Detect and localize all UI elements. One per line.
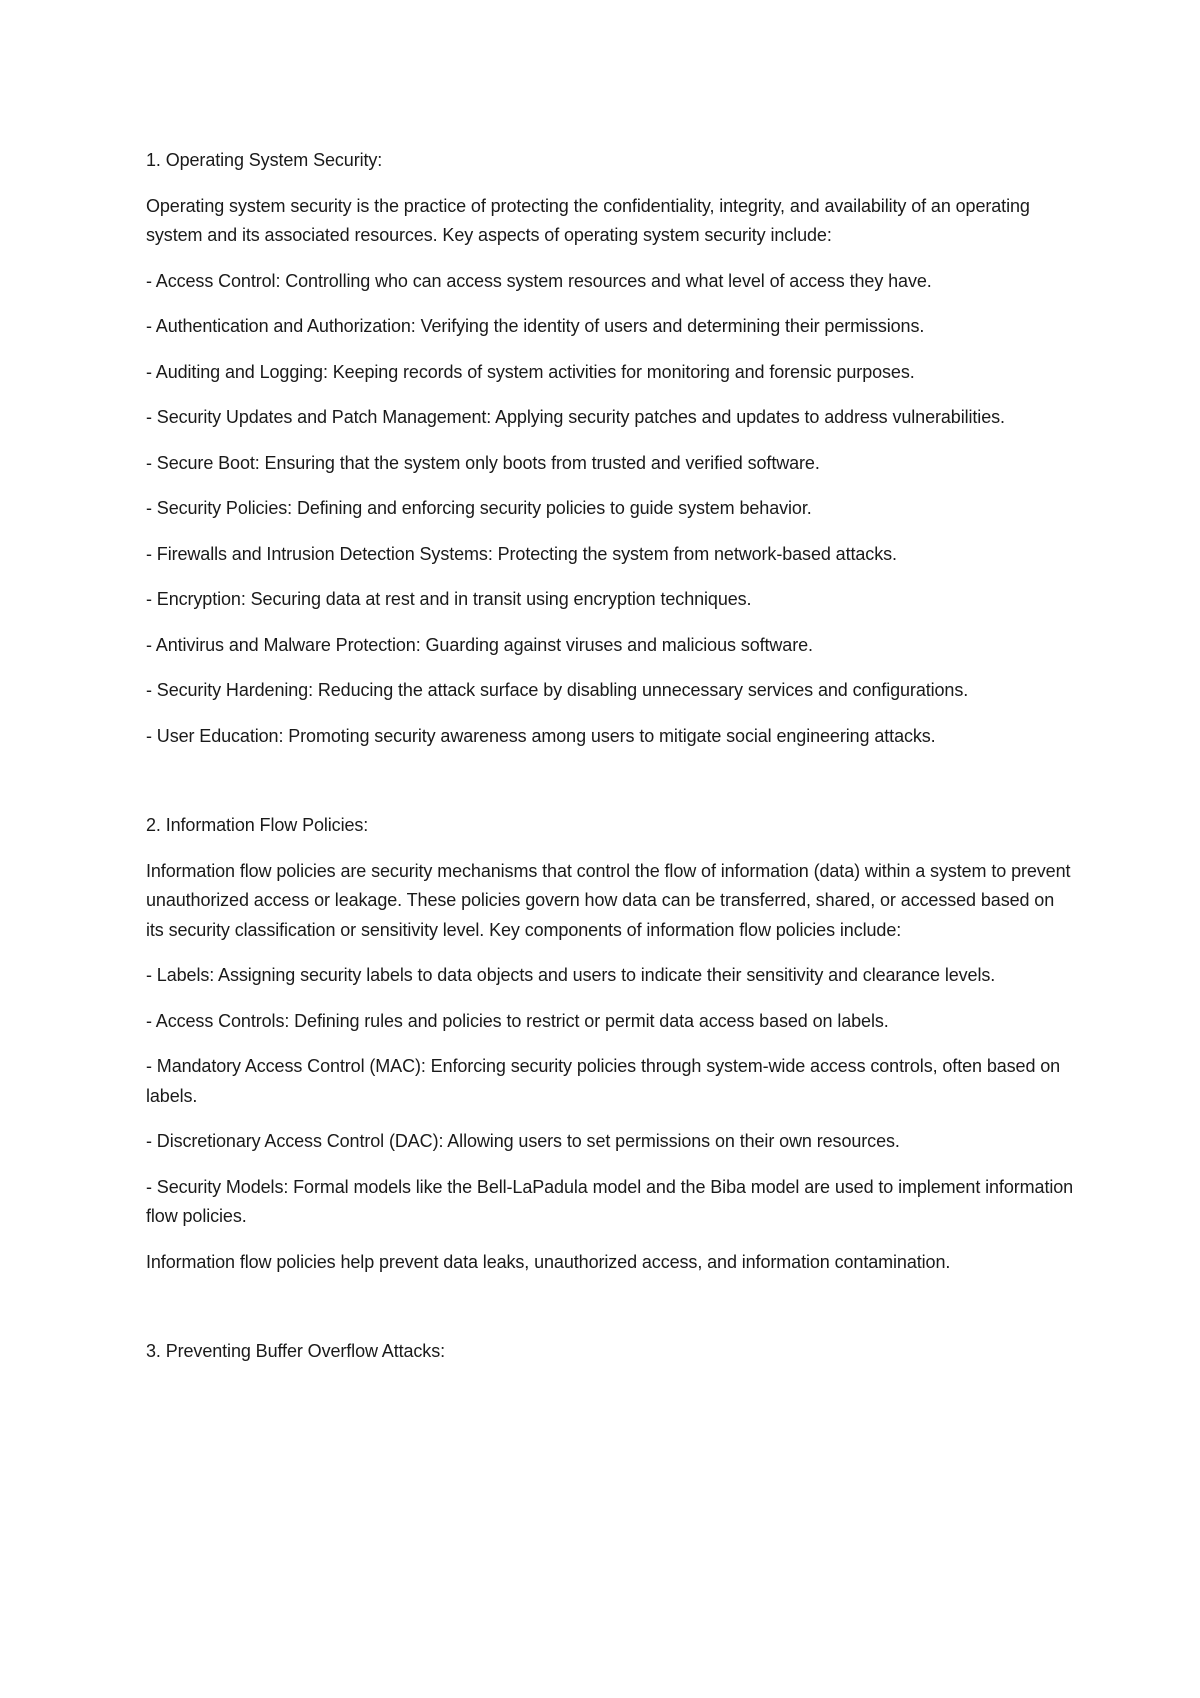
list-item: - Labels: Assigning security labels to data objects and users to indicate their sensitivity and clearance levels. xyxy=(146,965,996,985)
list-item: - Encryption: Securing data at rest and in transit using encryption techniques. xyxy=(146,589,752,609)
list-item: - Security Hardening: Reducing the attack surface by disabling unnecessary services and configurations. xyxy=(146,680,969,700)
list-item: - Security Models: Formal models like the Bell-LaPadula model and the Biba model are used to implement information flow policies. xyxy=(146,1176,1074,1226)
section-intro: Information flow policies are security mechanisms that control the flow of information (data) within a system to prevent unauthorized access or leakage. These policies govern how data can be transferred, shared, or accessed based on its security classification or sensitivity level. Key components of information flow policies include: xyxy=(146,860,1071,940)
list-item: - Authentication and Authorization: Verifying the identity of users and determining their permissions. xyxy=(146,316,925,336)
section-heading: 2. Information Flow Policies: xyxy=(146,815,369,835)
list-item: - User Education: Promoting security awareness among users to mitigate social engineering attacks. xyxy=(146,725,936,746)
section-operating-system-security xyxy=(146,146,1076,751)
section-preventing-buffer-overflow xyxy=(146,1337,1076,1367)
list-item: - Security Policies: Defining and enforcing security policies to guide system behavior. xyxy=(146,498,812,518)
list-item: - Secure Boot: Ensuring that the system only boots from trusted and verified software. xyxy=(146,452,820,473)
document-body xyxy=(146,146,1076,1383)
section-spacer xyxy=(146,767,1076,811)
section-heading: 1. Operating System Security: xyxy=(146,150,383,170)
list-item: - Security Updates and Patch Management: Applying security patches and updates to address vulnerabilities. xyxy=(146,407,1005,427)
list-item: - Access Controls: Defining rules and policies to restrict or permit data access based on labels. xyxy=(146,1010,889,1031)
list-item: - Firewalls and Intrusion Detection Systems: Protecting the system from network-based attacks. xyxy=(146,543,897,564)
section-information-flow-policies xyxy=(146,811,1076,1277)
section-conclusion: Information flow policies help prevent data leaks, unauthorized access, and information contamination. xyxy=(146,1251,951,1272)
list-item: - Discretionary Access Control (DAC): Allowing users to set permissions on their own resources. xyxy=(146,1131,900,1151)
list-item: - Access Control: Controlling who can access system resources and what level of access they have. xyxy=(146,270,932,291)
section-intro: Operating system security is the practice of protecting the confidentiality, integrity, and availability of an operating system and its associated resources. Key aspects of operating system security include: xyxy=(146,195,1030,245)
section-spacer xyxy=(146,1293,1076,1337)
list-item: - Antivirus and Malware Protection: Guarding against viruses and malicious software. xyxy=(146,634,813,655)
list-item: - Auditing and Logging: Keeping records of system activities for monitoring and forensic purposes. xyxy=(146,361,915,382)
section-heading: 3. Preventing Buffer Overflow Attacks: xyxy=(146,1341,446,1361)
list-item: - Mandatory Access Control (MAC): Enforcing security policies through system-wide access controls, often based on labels. xyxy=(146,1056,1061,1106)
